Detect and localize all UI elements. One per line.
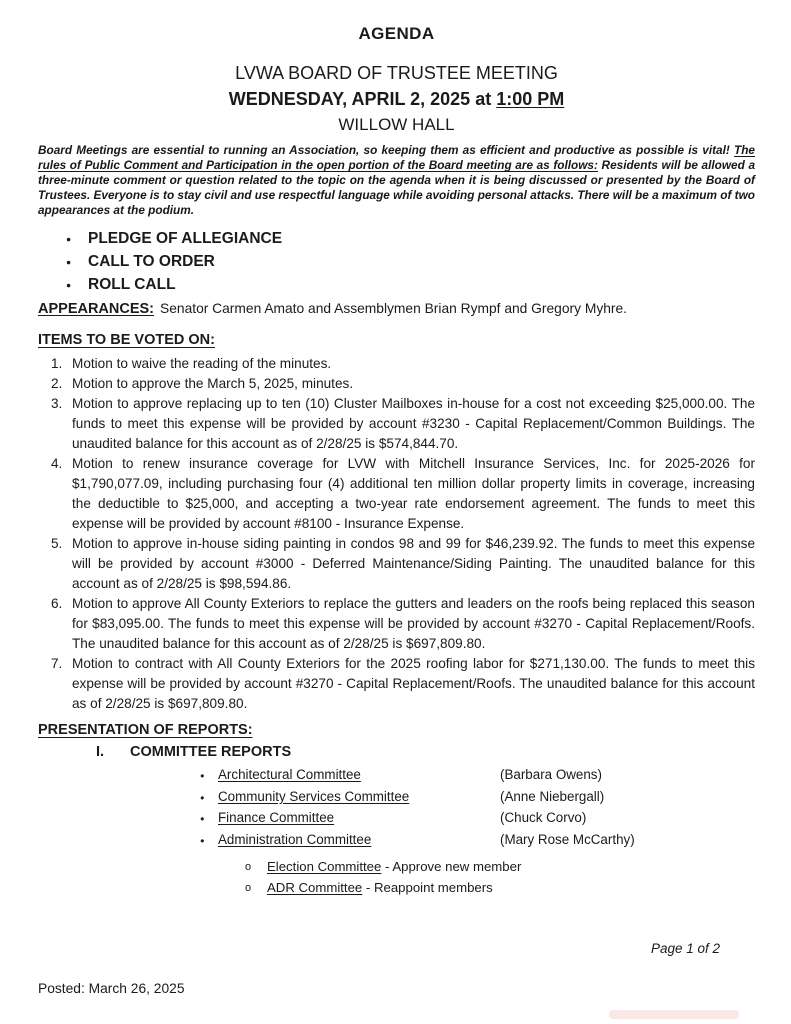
voted-item-row [38,534,755,594]
page-number: Page 1 of 2 [650,941,720,956]
notice-rules-underlined: The rules of Public Comment and Participation in the open portion of the Board meeting are as follows: [38,143,755,172]
voted-items-list [38,354,755,714]
subcommittee-action: - Approve new member [381,859,522,874]
committee-name: Finance Committee [218,810,335,825]
committee-row [200,787,755,809]
bullet-icon [200,808,218,830]
item-number: 5. [51,536,63,551]
meeting-time: 1:00 PM [496,89,565,109]
voted-item-row [38,594,755,654]
item-text: Motion to approve the March 5, 2025, minutes. [72,376,354,391]
voted-item-row [38,454,755,534]
committee-name: Community Services Committee [218,788,410,804]
subcommittee-row [245,856,755,877]
posted-date: Posted: March 26, 2025 [38,981,185,996]
item-text: Motion to approve replacing up to ten (10) Cluster Mailboxes in-house for a cost not exceeding $25,000.00. The funds to meet this expense will be provided by account #3230 - Capital Replacement/Common Buildings. The unaudited balance for this account as of 2/28/25 is $574,844.70. [72,396,755,451]
subcommittee-name: ADR Committee [267,880,363,895]
meeting-name: LVWA BOARD OF TRUSTEE MEETING [235,63,558,83]
committee-reports-label: COMMITTEE REPORTS [130,744,292,760]
bullet-icon [200,765,218,787]
notice-text-before: Board Meetings are essential to running an Association, so keeping them as efficient and productive as possible is vital! [38,143,735,157]
committee-chair: (Anne Niebergall) [500,788,605,804]
item-number: 1. [51,356,63,371]
committee-row [200,765,755,787]
item-number: 7. [51,656,63,671]
item-number: 6. [51,596,63,611]
subcommittee-action: - Reappoint members [362,880,493,895]
opening-item-pledge: ● PLEDGE OF ALLEGIANCE [38,227,755,250]
item-number: 3. [51,396,63,411]
voted-item-row [38,654,755,714]
item-text: Motion to contract with All County Exteriors for the 2025 roofing labor for $271,130.00. The funds to meet this expense will be provided by account #3270 - Capital Replacement/Roofs. The unaudited balance for this account as of 2/28/25 is $697,809.80. [72,656,755,711]
item-number: 2. [51,376,63,391]
committee-row [200,808,755,830]
subcommittee-row [245,877,755,898]
roman-numeral: I. [96,744,105,760]
public-comment-notice [38,143,755,218]
committee-name: Architectural Committee [218,767,361,782]
appearances-line [38,300,755,318]
reports-heading: PRESENTATION OF REPORTS: [38,722,253,738]
appearances-text: Senator Carmen Amato and Assemblymen Brian Rympf and Gregory Myhre. [160,301,628,316]
voted-item-row [38,374,755,394]
voted-item-row [38,394,755,454]
committee-chair: (Barbara Owens) [500,767,602,782]
meeting-datetime [38,89,755,110]
bullet-icon [200,787,218,809]
item-text: Motion to waive the reading of the minutes. [72,356,332,371]
committee-reports-heading [96,744,755,760]
committee-chair: (Chuck Corvo) [500,810,587,825]
items-to-vote-heading: ITEMS TO BE VOTED ON: [38,332,215,348]
appearances-label: APPEARANCES: [38,301,155,317]
meeting-location: WILLOW HALL [338,115,455,134]
item-text: Motion to approve in-house siding painting in condos 98 and 99 for $46,239.92. The funds to meet this expense will be provided by account #3000 - Deferred Maintenance/Siding Painting. The unaudited balance for this account as of 2/28/25 is $98,594.86. [72,536,755,591]
committee-row [200,830,755,852]
page-title: AGENDA [358,24,435,43]
committee-chair: (Mary Rose McCarthy) [500,831,635,847]
meeting-date: WEDNESDAY, APRIL 2, 2025 at [228,89,497,109]
committee-list [200,765,755,851]
notice-text-after: Residents will be allowed a three-minute comment or question related to the topic on the agenda when it is being discussed or presented by the Board of Trustees. Everyone is to stay civil and use respectful language while avoiding personal attacks. There will be a maximum of two appearances at the podium. [38,158,756,217]
item-text: Motion to approve All County Exteriors to replace the gutters and leaders on the roofs being replaced this season for $83,095.00. The funds to meet this expense will be provided by account #3270 - Capital Replacement/Roofs. The unaudited balance for this account as of 2/28/25 is $697,809.80. [72,596,755,651]
subcommittee-list [245,856,755,898]
opening-item-roll-call: ● ROLL CALL [38,273,755,296]
item-text: Motion to renew insurance coverage for LVW with Mitchell Insurance Services, Inc. for 2025-2026 for $1,790,077.09, including purchasing four (4) additional ten million dollar property limits in coverage, increasing the deductible to $25,000, and accepting a two-year rate endorsement agreement. The funds to meet this expense will be provided by account #8100 - Insurance Expense. [72,456,755,531]
subcommittee-name: Election Committee [267,859,382,874]
committee-name: Administration Committee [218,831,372,847]
bullet-icon [200,830,218,852]
item-number: 4. [51,456,63,471]
scan-smudge-artifact [609,1010,739,1019]
voted-item-row [38,354,755,374]
opening-item-call-to-order: ● CALL TO ORDER [38,250,755,273]
opening-items-list [38,227,755,296]
